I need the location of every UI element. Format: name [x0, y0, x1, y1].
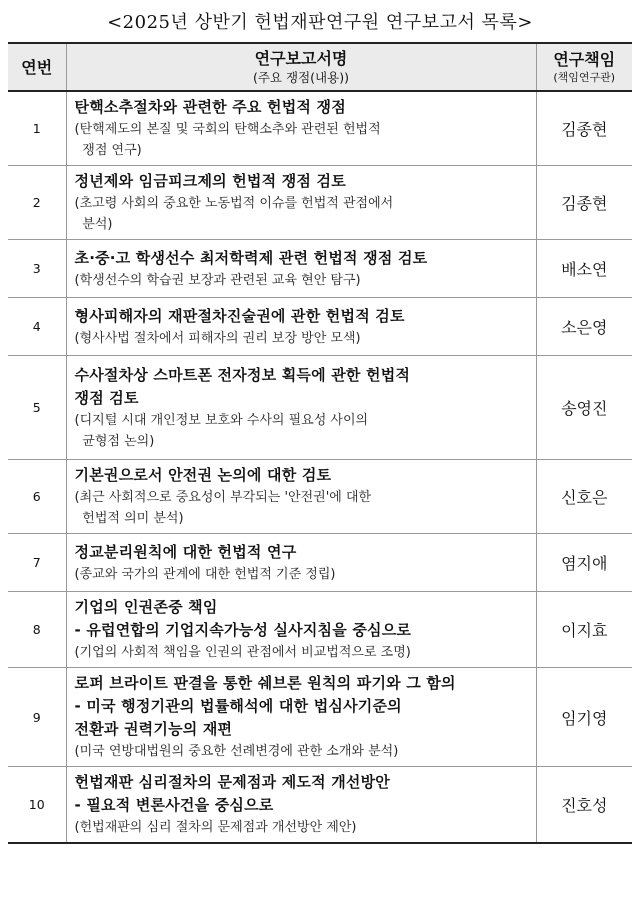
row-number: 2 — [8, 166, 66, 240]
author-name: 이지효 — [536, 592, 632, 668]
author-name: 송영진 — [536, 356, 632, 460]
author-name: 김종현 — [536, 91, 632, 166]
report-description-line: 균형점 논의) — [82, 433, 155, 449]
report-description-line: (종교와 국가의 관계에 대한 헌법적 기준 정립) — [74, 566, 336, 582]
report-title-line: 로퍼 브라이트 판결을 통한 쉐브론 원칙의 파기와 그 함의 — [74, 674, 456, 692]
header-report — [66, 43, 536, 91]
table-row — [8, 166, 632, 240]
report-description-line: (기업의 사회적 책임을 인권의 관점에서 비교법적으로 조명) — [74, 645, 411, 660]
table-row — [8, 592, 632, 668]
report-cell — [66, 356, 536, 460]
table-row — [8, 298, 632, 356]
report-cell — [66, 767, 536, 844]
report-cell — [66, 534, 536, 592]
table-row — [8, 534, 632, 592]
row-number: 5 — [8, 356, 66, 460]
report-description-line: (형사사법 절차에서 피해자의 권리 보장 방안 모색) — [74, 330, 361, 346]
report-title-line: 헌법재판 심리절차의 문제점과 제도적 개선방안 — [74, 773, 390, 791]
author-name: 염지애 — [536, 534, 632, 592]
report-description-line: (학생선수의 학습권 보장과 관련된 교육 현안 탐구) — [74, 272, 361, 288]
header-author-sub: (책임연구관) — [553, 71, 616, 84]
row-number: 1 — [8, 91, 66, 166]
report-description-line: 헌법적 의미 분석) — [82, 511, 184, 526]
table-row — [8, 460, 632, 534]
report-title-line: 정년제와 임금피크제의 헌법적 쟁점 검토 — [74, 172, 346, 190]
row-number: 3 — [8, 240, 66, 298]
table-row — [8, 356, 632, 460]
report-title-line: 기본권으로서 안전권 논의에 대한 검토 — [74, 466, 332, 484]
row-number: 6 — [8, 460, 66, 534]
table-body — [8, 91, 632, 843]
header-author — [536, 43, 632, 91]
report-title-line: 수사절차상 스마트폰 전자정보 획득에 관한 헌법적 — [74, 365, 411, 384]
report-cell — [66, 592, 536, 668]
report-title-line: 초·중·고 학생선수 최저학력제 관련 헌법적 쟁점 검토 — [74, 248, 428, 267]
report-title-line: 탄핵소추절차와 관련한 주요 헌법적 쟁점 — [74, 98, 346, 116]
report-cell — [66, 460, 536, 534]
row-number: 4 — [8, 298, 66, 356]
row-number: 9 — [8, 668, 66, 767]
report-cell — [66, 91, 536, 166]
report-description-line: (최근 사회적으로 중요성이 부각되는 '안전권'에 대한 — [74, 490, 372, 505]
row-number: 7 — [8, 534, 66, 592]
report-description-line: (미국 연방대법원의 중요한 선례변경에 관한 소개와 분석) — [74, 744, 399, 759]
table-row — [8, 767, 632, 844]
header-report-main: 연구보고서명 — [254, 49, 348, 68]
table-row — [8, 668, 632, 767]
report-cell — [66, 298, 536, 356]
report-cell — [66, 166, 536, 240]
report-title-line: 쟁점 검토 — [74, 388, 139, 407]
page-title: <2025년 상반기 헌법재판연구원 연구보고서 목록> — [107, 12, 533, 33]
report-description-line: (디지털 시대 개인정보 보호와 수사의 필요성 사이의 — [74, 412, 369, 428]
table-row — [8, 240, 632, 298]
report-description-line: 쟁점 연구) — [82, 143, 142, 158]
table-header-row — [8, 43, 632, 91]
row-number: 8 — [8, 592, 66, 668]
report-title-line: 전환과 권력기능의 재편 — [74, 720, 233, 738]
author-name: 배소연 — [536, 240, 632, 298]
report-title-line: 기업의 인권존중 책임 — [74, 598, 218, 616]
author-name: 진호성 — [536, 767, 632, 844]
report-title-line: - 필요적 변론사건을 중심으로 — [74, 796, 274, 814]
header-no: 연번 — [8, 43, 66, 91]
report-description-line: (헌법재판의 심리 절차의 문제점과 개선방안 제안) — [74, 820, 357, 835]
report-title-line: 정교분리원칙에 대한 헌법적 연구 — [74, 542, 297, 561]
report-cell — [66, 240, 536, 298]
report-title-line: - 미국 행정기관의 법률해석에 대한 법심사기준의 — [74, 697, 402, 715]
header-author-main: 연구책임 — [553, 50, 616, 69]
row-number: 10 — [8, 767, 66, 844]
author-name: 임기영 — [536, 668, 632, 767]
author-name: 김종현 — [536, 166, 632, 240]
report-cell — [66, 668, 536, 767]
report-description-line: 분석) — [82, 217, 113, 232]
author-name: 소은영 — [536, 298, 632, 356]
report-title-line: - 유럽연합의 기업지속가능성 실사지침을 중심으로 — [74, 621, 412, 639]
report-description-line: (초고령 사회의 중요한 노동법적 이슈를 헌법적 관점에서 — [74, 196, 394, 211]
table-row — [8, 91, 632, 166]
report-title-line: 형사피해자의 재판절차진술권에 관한 헌법적 검토 — [74, 306, 405, 325]
header-report-sub: (주요 쟁점(내용)) — [253, 70, 349, 85]
author-name: 신호은 — [536, 460, 632, 534]
report-description-line: (탄핵제도의 본질 및 국회의 탄핵소추와 관련된 헌법적 — [74, 122, 381, 137]
report-table — [8, 42, 632, 844]
